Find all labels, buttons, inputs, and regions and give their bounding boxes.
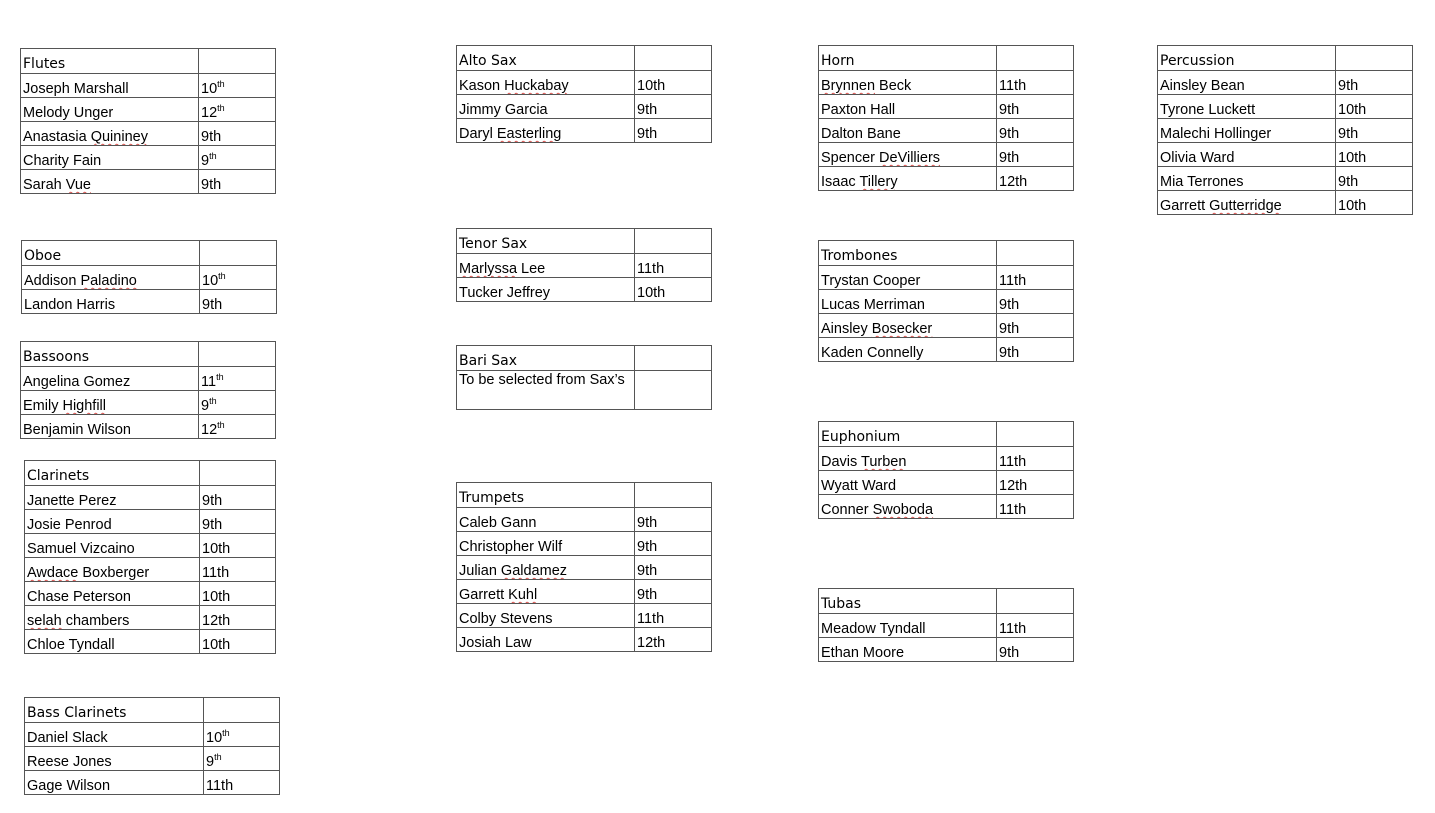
table-row [1158, 95, 1413, 119]
student-grade: 9th [635, 580, 712, 604]
table-row [819, 266, 1074, 290]
table-row [819, 314, 1074, 338]
section-header-row [819, 46, 1074, 71]
student-name: Conner Swoboda [819, 495, 997, 519]
student-grade: 9th [200, 290, 277, 314]
student-grade: 9th [200, 486, 276, 510]
student-name: Landon Harris [22, 290, 200, 314]
table-row [21, 122, 276, 146]
student-grade: 9th [199, 122, 276, 146]
student-grade: 11th [200, 558, 276, 582]
student-name: Lucas Merriman [819, 290, 997, 314]
student-name: Tucker Jeffrey [457, 278, 635, 302]
table-row [21, 391, 276, 415]
student-grade: 12th [200, 606, 276, 630]
section-title: Flutes [21, 49, 199, 74]
student-name: Gage Wilson [25, 771, 204, 795]
selection-note: To be selected from Sax’s [457, 371, 635, 410]
table-row [457, 532, 712, 556]
table-row [1158, 71, 1413, 95]
student-name: Isaac Tillery [819, 167, 997, 191]
student-name: Samuel Vizcaino [25, 534, 200, 558]
student-grade: 11th [204, 771, 280, 795]
bari-sax-table [456, 345, 712, 410]
student-name: Ethan Moore [819, 638, 997, 662]
student-grade: 12th [997, 167, 1074, 191]
section-header-row [1158, 46, 1413, 71]
student-name: Garrett Gutterridge [1158, 191, 1336, 215]
student-grade: 9th [199, 146, 276, 170]
bass-clarinets-table [24, 697, 280, 795]
table-row [25, 534, 276, 558]
student-name: Charity Fain [21, 146, 199, 170]
oboe-table [21, 240, 277, 314]
student-name: Trystan Cooper [819, 266, 997, 290]
section-header-row [21, 342, 276, 367]
student-name: Mia Terrones [1158, 167, 1336, 191]
section-title: Euphonium [819, 422, 997, 447]
student-grade: 9th [200, 510, 276, 534]
student-name: Caleb Gann [457, 508, 635, 532]
student-grade: 10th [635, 71, 712, 95]
student-name: Julian Galdamez [457, 556, 635, 580]
student-name: Daryl Easterling [457, 119, 635, 143]
student-grade: 9th [635, 119, 712, 143]
student-grade: 9th [997, 119, 1074, 143]
student-grade: 11th [635, 254, 712, 278]
table-row [1158, 191, 1413, 215]
student-name: Benjamin Wilson [21, 415, 199, 439]
table-row [457, 71, 712, 95]
table-row [457, 628, 712, 652]
table-row [21, 170, 276, 194]
table-row [457, 95, 712, 119]
table-row [819, 638, 1074, 662]
student-name: Ainsley Bosecker [819, 314, 997, 338]
table-row [457, 604, 712, 628]
section-header-row [22, 241, 277, 266]
student-name: Kaden Connelly [819, 338, 997, 362]
student-grade: 10th [1336, 191, 1413, 215]
table-row [22, 290, 277, 314]
table-row [457, 508, 712, 532]
student-grade: 10th [1336, 143, 1413, 167]
student-name: Reese Jones [25, 747, 204, 771]
student-grade: 9th [997, 638, 1074, 662]
student-name: Sarah Vue [21, 170, 199, 194]
student-grade: 9th [997, 143, 1074, 167]
section-title: Trumpets [457, 483, 635, 508]
student-name: Garrett Kuhl [457, 580, 635, 604]
student-name: Ainsley Bean [1158, 71, 1336, 95]
student-name: Emily Highfill [21, 391, 199, 415]
student-grade: 9th [199, 170, 276, 194]
table-row [21, 74, 276, 98]
student-name: Josiah Law [457, 628, 635, 652]
trombones-table [818, 240, 1074, 362]
student-name: Malechi Hollinger [1158, 119, 1336, 143]
tubas-table [818, 588, 1074, 662]
student-grade: 9th [635, 508, 712, 532]
student-grade: 9th [997, 95, 1074, 119]
student-grade: 10th [200, 266, 277, 290]
student-grade: 10th [1336, 95, 1413, 119]
student-grade: 11th [997, 71, 1074, 95]
section-header-row [819, 422, 1074, 447]
table-row [1158, 143, 1413, 167]
table-row [819, 338, 1074, 362]
table-row [1158, 167, 1413, 191]
section-header-row [25, 461, 276, 486]
student-grade: 10th [199, 74, 276, 98]
student-name: Tyrone Luckett [1158, 95, 1336, 119]
student-grade: 9th [635, 556, 712, 580]
bassoons-table [20, 341, 276, 439]
table-row [819, 495, 1074, 519]
student-grade: 9th [635, 532, 712, 556]
section-header-row [25, 698, 280, 723]
student-grade: 12th [635, 628, 712, 652]
student-grade: 10th [200, 582, 276, 606]
section-header-row [457, 483, 712, 508]
student-grade: 12th [199, 415, 276, 439]
table-row [457, 254, 712, 278]
student-grade: 9th [204, 747, 280, 771]
table-row [819, 447, 1074, 471]
horn-table [818, 45, 1074, 191]
table-row [819, 471, 1074, 495]
table-row [457, 580, 712, 604]
student-grade: 9th [997, 290, 1074, 314]
section-title: Alto Sax [457, 46, 635, 71]
student-grade: 11th [635, 604, 712, 628]
euphonium-table [818, 421, 1074, 519]
student-name: Angelina Gomez [21, 367, 199, 391]
student-grade: 11th [997, 495, 1074, 519]
table-row [457, 278, 712, 302]
student-name: Jimmy Garcia [457, 95, 635, 119]
table-row [25, 558, 276, 582]
table-row [819, 143, 1074, 167]
table-row [1158, 119, 1413, 143]
table-row [25, 606, 276, 630]
table-row [457, 119, 712, 143]
table-row [25, 747, 280, 771]
clarinets-table [24, 460, 276, 654]
table-row [25, 771, 280, 795]
student-name: Josie Penrod [25, 510, 200, 534]
percussion-table [1157, 45, 1413, 215]
student-grade: 9th [635, 95, 712, 119]
student-grade: 11th [997, 614, 1074, 638]
table-row [25, 723, 280, 747]
student-name: Christopher Wilf [457, 532, 635, 556]
table-row [21, 367, 276, 391]
student-name: selah chambers [25, 606, 200, 630]
student-name: Olivia Ward [1158, 143, 1336, 167]
table-row [819, 290, 1074, 314]
section-title: Clarinets [25, 461, 200, 486]
student-name: Awdace Boxberger [25, 558, 200, 582]
table-row [819, 167, 1074, 191]
section-header-row [21, 49, 276, 74]
section-header-row [457, 346, 712, 371]
section-title: Bass Clarinets [25, 698, 204, 723]
student-name: Chloe Tyndall [25, 630, 200, 654]
table-row [21, 415, 276, 439]
student-name: Daniel Slack [25, 723, 204, 747]
student-grade: 9th [1336, 119, 1413, 143]
section-title: Horn [819, 46, 997, 71]
section-title: Bari Sax [457, 346, 635, 371]
student-grade: 9th [1336, 167, 1413, 191]
student-grade: 10th [200, 630, 276, 654]
student-grade: 10th [635, 278, 712, 302]
student-name: Brynnen Beck [819, 71, 997, 95]
student-name: Wyatt Ward [819, 471, 997, 495]
student-name: Paxton Hall [819, 95, 997, 119]
table-row [819, 614, 1074, 638]
table-row [25, 486, 276, 510]
student-grade: 12th [199, 98, 276, 122]
student-grade: 9th [1336, 71, 1413, 95]
flutes-table [20, 48, 276, 194]
student-name: Marlyssa Lee [457, 254, 635, 278]
section-title: Bassoons [21, 342, 199, 367]
student-name: Kason Huckabay [457, 71, 635, 95]
student-grade: 12th [997, 471, 1074, 495]
section-title: Oboe [22, 241, 200, 266]
student-name: Anastasia Quininey [21, 122, 199, 146]
student-name: Addison Paladino [22, 266, 200, 290]
section-title: Trombones [819, 241, 997, 266]
table-row [457, 371, 712, 410]
section-header-row [819, 589, 1074, 614]
student-grade: 11th [199, 367, 276, 391]
table-row [21, 146, 276, 170]
tenor-sax-table [456, 228, 712, 302]
student-grade: 9th [997, 338, 1074, 362]
student-name: Melody Unger [21, 98, 199, 122]
table-row [25, 582, 276, 606]
section-title: Tenor Sax [457, 229, 635, 254]
student-grade: 10th [200, 534, 276, 558]
section-title: Tubas [819, 589, 997, 614]
table-row [25, 510, 276, 534]
student-name: Chase Peterson [25, 582, 200, 606]
student-name: Dalton Bane [819, 119, 997, 143]
student-name: Meadow Tyndall [819, 614, 997, 638]
table-row [819, 119, 1074, 143]
student-name: Joseph Marshall [21, 74, 199, 98]
student-name: Spencer DeVilliers [819, 143, 997, 167]
student-grade: 10th [204, 723, 280, 747]
section-header-row [457, 229, 712, 254]
table-row [457, 556, 712, 580]
table-row [22, 266, 277, 290]
student-name: Davis Turben [819, 447, 997, 471]
trumpets-table [456, 482, 712, 652]
table-row [819, 95, 1074, 119]
student-grade: 11th [997, 266, 1074, 290]
student-grade: 9th [997, 314, 1074, 338]
section-title: Percussion [1158, 46, 1336, 71]
student-grade: 11th [997, 447, 1074, 471]
alto-sax-table [456, 45, 712, 143]
section-header-row [457, 46, 712, 71]
student-name: Janette Perez [25, 486, 200, 510]
section-header-row [819, 241, 1074, 266]
student-grade: 9th [199, 391, 276, 415]
table-row [819, 71, 1074, 95]
table-row [21, 98, 276, 122]
table-row [25, 630, 276, 654]
student-name: Colby Stevens [457, 604, 635, 628]
